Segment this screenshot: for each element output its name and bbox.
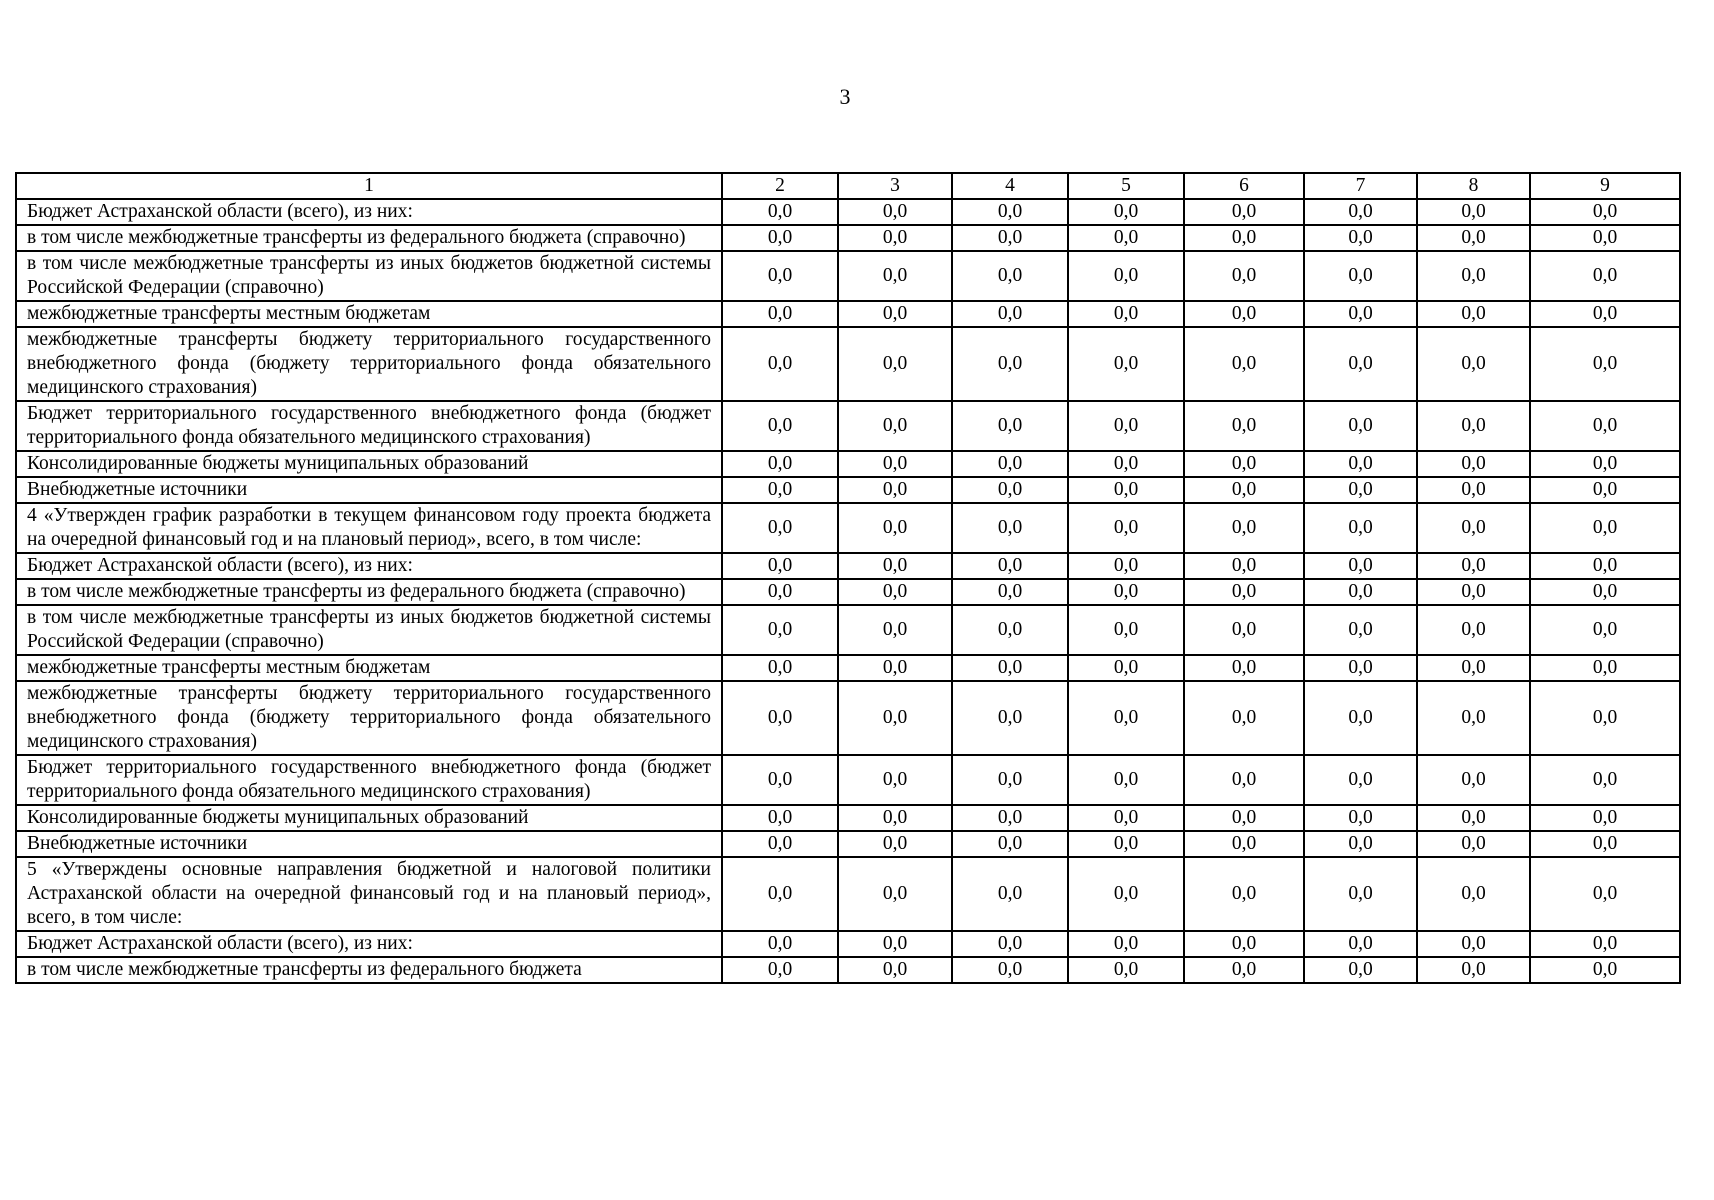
value-cell: 0,0 xyxy=(1068,503,1184,553)
value-cell: 0,0 xyxy=(838,655,952,681)
value-cell: 0,0 xyxy=(952,401,1068,451)
table-row xyxy=(16,327,1680,401)
value-cell: 0,0 xyxy=(838,225,952,251)
value-cell: 0,0 xyxy=(838,199,952,225)
value-cell: 0,0 xyxy=(1530,301,1680,327)
value-cell: 0,0 xyxy=(952,831,1068,857)
value-cell: 0,0 xyxy=(722,199,838,225)
value-cell: 0,0 xyxy=(1530,831,1680,857)
value-cell: 0,0 xyxy=(1417,251,1530,301)
value-cell: 0,0 xyxy=(1184,553,1304,579)
value-cell: 0,0 xyxy=(1304,579,1417,605)
row-label: Бюджет Астраханской области (всего), из них: xyxy=(16,553,722,579)
table-row xyxy=(16,503,1680,553)
row-label: межбюджетные трансферты бюджету территориального государственного внебюджетного фонда (бюджету территориального фонда обязательного медицинского страхования) xyxy=(16,681,722,755)
value-cell: 0,0 xyxy=(1304,681,1417,755)
value-cell: 0,0 xyxy=(952,503,1068,553)
table-row xyxy=(16,451,1680,477)
page-number: 3 xyxy=(839,84,851,109)
value-cell: 0,0 xyxy=(1530,655,1680,681)
table-row xyxy=(16,931,1680,957)
row-label: в том числе межбюджетные трансферты из федерального бюджета (справочно) xyxy=(16,579,722,605)
column-header: 6 xyxy=(1184,173,1304,199)
value-cell: 0,0 xyxy=(722,755,838,805)
row-label: Бюджет Астраханской области (всего), из них: xyxy=(16,199,722,225)
value-cell: 0,0 xyxy=(1068,681,1184,755)
value-cell: 0,0 xyxy=(1184,931,1304,957)
table-row xyxy=(16,831,1680,857)
value-cell: 0,0 xyxy=(722,605,838,655)
value-cell: 0,0 xyxy=(1417,681,1530,755)
value-cell: 0,0 xyxy=(1184,401,1304,451)
value-cell: 0,0 xyxy=(1304,655,1417,681)
value-cell: 0,0 xyxy=(952,579,1068,605)
row-label: Консолидированные бюджеты муниципальных образований xyxy=(16,805,722,831)
value-cell: 0,0 xyxy=(952,199,1068,225)
value-cell: 0,0 xyxy=(1068,655,1184,681)
value-cell: 0,0 xyxy=(1304,301,1417,327)
row-label: Внебюджетные источники xyxy=(16,477,722,503)
value-cell: 0,0 xyxy=(1530,805,1680,831)
row-label: межбюджетные трансферты местным бюджетам xyxy=(16,655,722,681)
value-cell: 0,0 xyxy=(1068,831,1184,857)
table-row xyxy=(16,477,1680,503)
value-cell: 0,0 xyxy=(838,857,952,931)
column-header: 2 xyxy=(722,173,838,199)
value-cell: 0,0 xyxy=(838,401,952,451)
value-cell: 0,0 xyxy=(722,225,838,251)
table-row xyxy=(16,579,1680,605)
value-cell: 0,0 xyxy=(1304,251,1417,301)
value-cell: 0,0 xyxy=(838,251,952,301)
table-row xyxy=(16,401,1680,451)
value-cell: 0,0 xyxy=(1304,553,1417,579)
value-cell: 0,0 xyxy=(1184,605,1304,655)
value-cell: 0,0 xyxy=(1530,605,1680,655)
row-label: Внебюджетные источники xyxy=(16,831,722,857)
table-row xyxy=(16,225,1680,251)
column-header: 4 xyxy=(952,173,1068,199)
value-cell: 0,0 xyxy=(1417,655,1530,681)
value-cell: 0,0 xyxy=(1417,225,1530,251)
value-cell: 0,0 xyxy=(952,327,1068,401)
value-cell: 0,0 xyxy=(1068,857,1184,931)
value-cell: 0,0 xyxy=(722,503,838,553)
value-cell: 0,0 xyxy=(1417,553,1530,579)
value-cell: 0,0 xyxy=(1417,931,1530,957)
value-cell: 0,0 xyxy=(838,805,952,831)
value-cell: 0,0 xyxy=(1184,831,1304,857)
value-cell: 0,0 xyxy=(952,957,1068,983)
value-cell: 0,0 xyxy=(952,681,1068,755)
value-cell: 0,0 xyxy=(1530,957,1680,983)
row-label: Бюджет Астраханской области (всего), из них: xyxy=(16,931,722,957)
value-cell: 0,0 xyxy=(1184,251,1304,301)
value-cell: 0,0 xyxy=(1068,225,1184,251)
table-row xyxy=(16,605,1680,655)
value-cell: 0,0 xyxy=(1068,401,1184,451)
value-cell: 0,0 xyxy=(1184,857,1304,931)
value-cell: 0,0 xyxy=(722,579,838,605)
value-cell: 0,0 xyxy=(1068,805,1184,831)
value-cell: 0,0 xyxy=(1530,401,1680,451)
value-cell: 0,0 xyxy=(722,857,838,931)
value-cell: 0,0 xyxy=(722,553,838,579)
row-label: Бюджет территориального государственного внебюджетного фонда (бюджет территориального фонда обязательного медицинского страхования) xyxy=(16,401,722,451)
value-cell: 0,0 xyxy=(838,553,952,579)
row-label: в том числе межбюджетные трансферты из иных бюджетов бюджетной системы Российской Федерации (справочно) xyxy=(16,251,722,301)
column-header: 1 xyxy=(16,173,722,199)
row-label: в том числе межбюджетные трансферты из федерального бюджета xyxy=(16,957,722,983)
value-cell: 0,0 xyxy=(1530,681,1680,755)
value-cell: 0,0 xyxy=(1304,605,1417,655)
value-cell: 0,0 xyxy=(1184,957,1304,983)
value-cell: 0,0 xyxy=(1304,199,1417,225)
value-cell: 0,0 xyxy=(1417,401,1530,451)
value-cell: 0,0 xyxy=(722,401,838,451)
value-cell: 0,0 xyxy=(838,327,952,401)
value-cell: 0,0 xyxy=(952,477,1068,503)
table-body xyxy=(16,199,1680,983)
value-cell: 0,0 xyxy=(1304,401,1417,451)
column-header: 3 xyxy=(838,173,952,199)
value-cell: 0,0 xyxy=(1304,477,1417,503)
value-cell: 0,0 xyxy=(1304,831,1417,857)
value-cell: 0,0 xyxy=(1304,805,1417,831)
value-cell: 0,0 xyxy=(838,681,952,755)
value-cell: 0,0 xyxy=(838,755,952,805)
value-cell: 0,0 xyxy=(1068,957,1184,983)
value-cell: 0,0 xyxy=(1068,251,1184,301)
row-label: в том числе межбюджетные трансферты из иных бюджетов бюджетной системы Российской Федерации (справочно) xyxy=(16,605,722,655)
value-cell: 0,0 xyxy=(1068,451,1184,477)
value-cell: 0,0 xyxy=(1530,931,1680,957)
value-cell: 0,0 xyxy=(838,579,952,605)
value-cell: 0,0 xyxy=(1530,857,1680,931)
row-label: Бюджет территориального государственного внебюджетного фонда (бюджет территориального фонда обязательного медицинского страхования) xyxy=(16,755,722,805)
value-cell: 0,0 xyxy=(1184,503,1304,553)
value-cell: 0,0 xyxy=(1184,655,1304,681)
budget-table xyxy=(15,172,1681,984)
value-cell: 0,0 xyxy=(1530,251,1680,301)
value-cell: 0,0 xyxy=(1530,451,1680,477)
value-cell: 0,0 xyxy=(1184,225,1304,251)
value-cell: 0,0 xyxy=(1417,957,1530,983)
value-cell: 0,0 xyxy=(1304,957,1417,983)
table-row xyxy=(16,857,1680,931)
value-cell: 0,0 xyxy=(1184,477,1304,503)
value-cell: 0,0 xyxy=(1304,755,1417,805)
value-cell: 0,0 xyxy=(952,301,1068,327)
value-cell: 0,0 xyxy=(838,605,952,655)
value-cell: 0,0 xyxy=(1417,579,1530,605)
value-cell: 0,0 xyxy=(1417,857,1530,931)
value-cell: 0,0 xyxy=(952,805,1068,831)
value-cell: 0,0 xyxy=(1068,931,1184,957)
value-cell: 0,0 xyxy=(1530,553,1680,579)
value-cell: 0,0 xyxy=(1068,301,1184,327)
value-cell: 0,0 xyxy=(952,755,1068,805)
value-cell: 0,0 xyxy=(1068,579,1184,605)
value-cell: 0,0 xyxy=(1530,579,1680,605)
value-cell: 0,0 xyxy=(1068,199,1184,225)
value-cell: 0,0 xyxy=(952,605,1068,655)
value-cell: 0,0 xyxy=(838,503,952,553)
value-cell: 0,0 xyxy=(1417,503,1530,553)
value-cell: 0,0 xyxy=(1417,451,1530,477)
value-cell: 0,0 xyxy=(1184,805,1304,831)
value-cell: 0,0 xyxy=(722,251,838,301)
value-cell: 0,0 xyxy=(1068,327,1184,401)
table-row xyxy=(16,957,1680,983)
value-cell: 0,0 xyxy=(1530,225,1680,251)
value-cell: 0,0 xyxy=(952,251,1068,301)
value-cell: 0,0 xyxy=(1304,931,1417,957)
value-cell: 0,0 xyxy=(952,225,1068,251)
value-cell: 0,0 xyxy=(1530,327,1680,401)
table-row xyxy=(16,805,1680,831)
value-cell: 0,0 xyxy=(1184,681,1304,755)
value-cell: 0,0 xyxy=(1304,857,1417,931)
column-header: 7 xyxy=(1304,173,1417,199)
value-cell: 0,0 xyxy=(1304,225,1417,251)
row-label: 4 «Утвержден график разработки в текущем финансовом году проекта бюджета на очередной финансовый год и на плановый период», всего, в том числе: xyxy=(16,503,722,553)
value-cell: 0,0 xyxy=(1530,199,1680,225)
value-cell: 0,0 xyxy=(1184,301,1304,327)
value-cell: 0,0 xyxy=(1184,327,1304,401)
table-row xyxy=(16,553,1680,579)
value-cell: 0,0 xyxy=(1417,327,1530,401)
value-cell: 0,0 xyxy=(722,831,838,857)
table-row xyxy=(16,755,1680,805)
row-label: 5 «Утверждены основные направления бюджетной и налоговой политики Астраханской области на очередной финансовый год и на плановый период», всего, в том числе: xyxy=(16,857,722,931)
value-cell: 0,0 xyxy=(722,301,838,327)
value-cell: 0,0 xyxy=(838,477,952,503)
value-cell: 0,0 xyxy=(952,553,1068,579)
table-row xyxy=(16,301,1680,327)
value-cell: 0,0 xyxy=(1417,805,1530,831)
value-cell: 0,0 xyxy=(1068,755,1184,805)
value-cell: 0,0 xyxy=(1417,301,1530,327)
table-row xyxy=(16,199,1680,225)
value-cell: 0,0 xyxy=(1068,553,1184,579)
value-cell: 0,0 xyxy=(1304,503,1417,553)
value-cell: 0,0 xyxy=(722,931,838,957)
value-cell: 0,0 xyxy=(838,451,952,477)
value-cell: 0,0 xyxy=(722,805,838,831)
value-cell: 0,0 xyxy=(1068,605,1184,655)
value-cell: 0,0 xyxy=(952,931,1068,957)
value-cell: 0,0 xyxy=(1530,477,1680,503)
value-cell: 0,0 xyxy=(722,451,838,477)
value-cell: 0,0 xyxy=(838,301,952,327)
row-label: межбюджетные трансферты местным бюджетам xyxy=(16,301,722,327)
value-cell: 0,0 xyxy=(1530,503,1680,553)
table-row xyxy=(16,681,1680,755)
value-cell: 0,0 xyxy=(1417,477,1530,503)
value-cell: 0,0 xyxy=(838,831,952,857)
value-cell: 0,0 xyxy=(1417,831,1530,857)
value-cell: 0,0 xyxy=(722,681,838,755)
column-header: 5 xyxy=(1068,173,1184,199)
table-row xyxy=(16,251,1680,301)
value-cell: 0,0 xyxy=(838,931,952,957)
value-cell: 0,0 xyxy=(1304,327,1417,401)
value-cell: 0,0 xyxy=(722,655,838,681)
value-cell: 0,0 xyxy=(1068,477,1184,503)
value-cell: 0,0 xyxy=(1184,199,1304,225)
value-cell: 0,0 xyxy=(952,451,1068,477)
value-cell: 0,0 xyxy=(838,957,952,983)
value-cell: 0,0 xyxy=(952,857,1068,931)
value-cell: 0,0 xyxy=(1184,451,1304,477)
header-row xyxy=(16,173,1680,199)
value-cell: 0,0 xyxy=(1184,755,1304,805)
value-cell: 0,0 xyxy=(1417,605,1530,655)
value-cell: 0,0 xyxy=(1417,755,1530,805)
row-label: в том числе межбюджетные трансферты из федерального бюджета (справочно) xyxy=(16,225,722,251)
value-cell: 0,0 xyxy=(1304,451,1417,477)
column-header: 8 xyxy=(1417,173,1530,199)
row-label: межбюджетные трансферты бюджету территориального государственного внебюджетного фонда (бюджету территориального фонда обязательного медицинского страхования) xyxy=(16,327,722,401)
value-cell: 0,0 xyxy=(1417,199,1530,225)
value-cell: 0,0 xyxy=(952,655,1068,681)
row-label: Консолидированные бюджеты муниципальных образований xyxy=(16,451,722,477)
table-row xyxy=(16,655,1680,681)
column-header: 9 xyxy=(1530,173,1680,199)
value-cell: 0,0 xyxy=(722,477,838,503)
value-cell: 0,0 xyxy=(1184,579,1304,605)
value-cell: 0,0 xyxy=(722,957,838,983)
value-cell: 0,0 xyxy=(722,327,838,401)
value-cell: 0,0 xyxy=(1530,755,1680,805)
